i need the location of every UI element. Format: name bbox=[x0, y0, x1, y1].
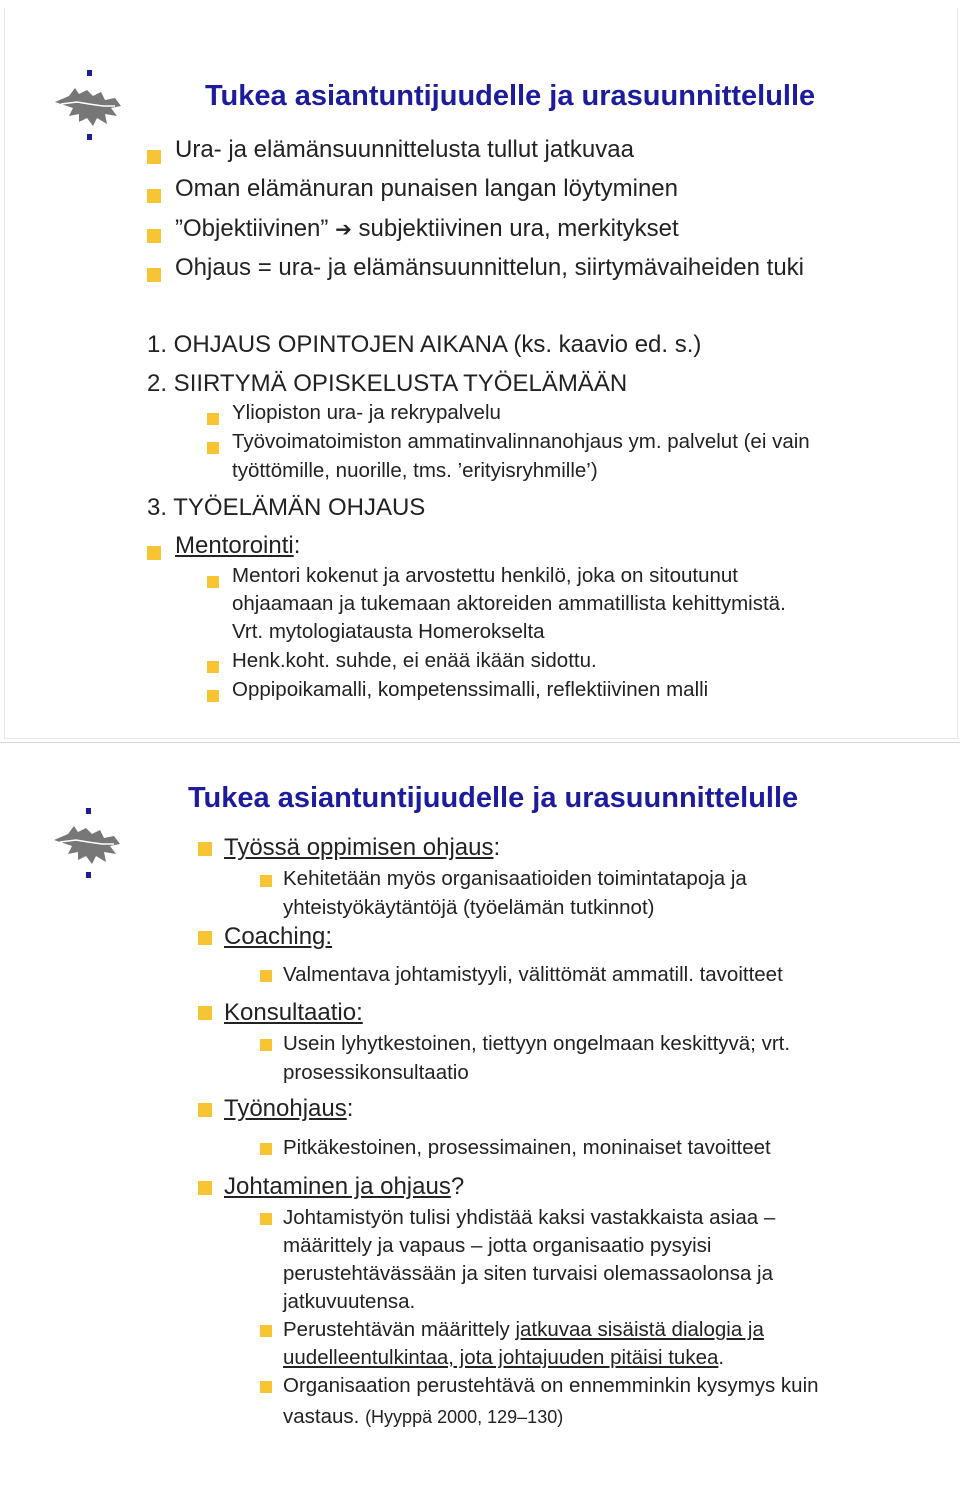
square-bullet-icon bbox=[207, 442, 219, 454]
university-logo-icon bbox=[48, 806, 132, 888]
sub-bullet-text: Valmentava johtamistyyli, välittömät ammatill. tavoitteet bbox=[283, 963, 783, 986]
square-bullet-icon bbox=[147, 268, 161, 282]
tyonohjaus-heading: Työnohjaus: bbox=[224, 1095, 354, 1122]
square-bullet-icon bbox=[198, 842, 212, 856]
square-bullet-icon bbox=[207, 413, 219, 425]
square-bullet-icon bbox=[260, 1381, 272, 1393]
sub-bullet-text-cont: yhteistyökäytäntöjä (työelämän tutkinnot) bbox=[283, 896, 655, 919]
numbered-item: 3. TYÖELÄMÄN OHJAUS bbox=[147, 494, 426, 521]
slide-1 bbox=[4, 8, 958, 739]
square-bullet-icon bbox=[198, 1103, 212, 1117]
square-bullet-icon bbox=[260, 875, 272, 887]
subjective-text: subjektiivinen ura, merkitykset bbox=[358, 215, 679, 242]
square-bullet-icon bbox=[198, 931, 212, 945]
square-bullet-icon bbox=[260, 970, 272, 982]
sub-bullet-text-cont: työttömille, nuorille, tms. ’erityisryhmille’) bbox=[232, 459, 598, 482]
bullet-text: Oman elämänuran punaisen langan löytyminen bbox=[175, 175, 678, 202]
square-bullet-icon bbox=[207, 661, 219, 673]
bullet-text bbox=[175, 215, 679, 243]
mentor-label: Mentorointi bbox=[175, 532, 294, 559]
konsultaatio-label: Konsultaatio: bbox=[224, 999, 363, 1026]
sub-bullet-text: Johtamistyön tulisi yhdistää kaksi vastakkaista asiaa – bbox=[283, 1206, 776, 1229]
sub-bullet-text: Oppipoikamalli, kompetenssimalli, reflektiivinen malli bbox=[232, 678, 709, 701]
reference-citation: (Hyyppä 2000, 129–130) bbox=[365, 1407, 564, 1427]
numbered-item: 1. OHJAUS OPINTOJEN AIKANA (ks. kaavio ed. s.) bbox=[147, 331, 702, 358]
objective-text: ”Objektiivinen” bbox=[175, 215, 329, 242]
square-bullet-icon bbox=[147, 546, 161, 560]
tyonohjaus-label: Työnohjaus bbox=[224, 1095, 347, 1122]
sub-bullet-text: Organisaation perustehtävä on ennemminkin kysymys kuin bbox=[283, 1374, 819, 1397]
sub-bullet-text-cont: prosessikonsultaatio bbox=[283, 1061, 469, 1084]
square-bullet-icon bbox=[198, 1006, 212, 1020]
square-bullet-icon bbox=[207, 690, 219, 702]
johtaminen-label: Johtaminen ja ohjaus bbox=[224, 1173, 451, 1200]
sub-bullet-text-cont: vastaus. (Hyyppä 2000, 129–130) bbox=[283, 1405, 564, 1428]
slide-title: Tukea asiantuntijuudelle ja urasuunnittelulle bbox=[188, 782, 799, 814]
square-bullet-icon bbox=[147, 189, 161, 203]
bullet-text: Ohjaus = ura- ja elämänsuunnittelun, siirtymävaiheiden tuki bbox=[175, 254, 805, 281]
sub-bullet-text: Usein lyhytkestoinen, tiettyyn ongelmaan keskittyvä; vrt. bbox=[283, 1032, 791, 1055]
square-bullet-icon bbox=[260, 1039, 272, 1051]
tyo-label: Työssä oppimisen ohjaus bbox=[224, 834, 494, 861]
sub-bullet-text: Pitkäkestoinen, prosessimainen, moninaiset tavoitteet bbox=[283, 1136, 771, 1159]
sub-bullet-text-cont: ohjaamaan ja tukemaan aktoreiden ammatillista kehittymistä. bbox=[232, 592, 786, 615]
numbered-item: 2. SIIRTYMÄ OPISKELUSTA TYÖELÄMÄÄN bbox=[147, 370, 628, 397]
slide-title: Tukea asiantuntijuudelle ja urasuunnittelulle bbox=[205, 80, 816, 112]
square-bullet-icon bbox=[260, 1213, 272, 1225]
sub-bullet-text: Mentori kokenut ja arvostettu henkilö, joka on sitoutunut bbox=[232, 564, 738, 587]
square-bullet-icon bbox=[147, 229, 161, 243]
square-bullet-icon bbox=[260, 1143, 272, 1155]
sub-bullet-text-cont: jatkuvuutensa. bbox=[283, 1290, 416, 1313]
sub-bullet-text-cont: perustehtävässään ja siten turvaisi olemassaolonsa ja bbox=[283, 1262, 773, 1285]
sub-bullet-text-cont: Vrt. mytologiatausta Homerokselta bbox=[232, 620, 545, 643]
sub-bullet-text-cont: määrittely ja vapaus – jotta organisaatio pysyisi bbox=[283, 1234, 712, 1257]
coaching-label: Coaching: bbox=[224, 923, 333, 950]
johtaminen-heading: Johtaminen ja ohjaus? bbox=[224, 1173, 465, 1200]
sub-bullet-text: Henk.koht. suhde, ei enää ikään sidottu. bbox=[232, 649, 597, 672]
square-bullet-icon bbox=[260, 1325, 272, 1337]
university-logo-icon bbox=[49, 68, 133, 150]
square-bullet-icon bbox=[207, 576, 219, 588]
bullet-text: Ura- ja elämänsuunnittelusta tullut jatkuvaa bbox=[175, 136, 634, 163]
sub-bullet-text-cont: uudelleentulkintaa, jota johtajuuden pitäisi tukea. bbox=[283, 1346, 725, 1369]
sub-bullet-text: Työvoimatoimiston ammatinvalinnanohjaus ym. palvelut (ei vain bbox=[232, 430, 810, 453]
tyo-heading: Työssä oppimisen ohjaus: bbox=[224, 834, 501, 861]
sub-bullet-text: Perustehtävän määrittely jatkuvaa sisäistä dialogia ja bbox=[283, 1318, 764, 1341]
slide-separator bbox=[0, 742, 960, 743]
sub-bullet-text: Yliopiston ura- ja rekrypalvelu bbox=[232, 401, 501, 424]
square-bullet-icon bbox=[147, 150, 161, 164]
sub-bullet-text: Kehitetään myös organisaatioiden toimintatapoja ja bbox=[283, 867, 747, 890]
slide-2 bbox=[4, 744, 956, 1485]
right-arrow-icon: ➔ bbox=[335, 217, 352, 241]
mentor-heading: Mentorointi: bbox=[175, 532, 301, 559]
square-bullet-icon bbox=[198, 1181, 212, 1195]
